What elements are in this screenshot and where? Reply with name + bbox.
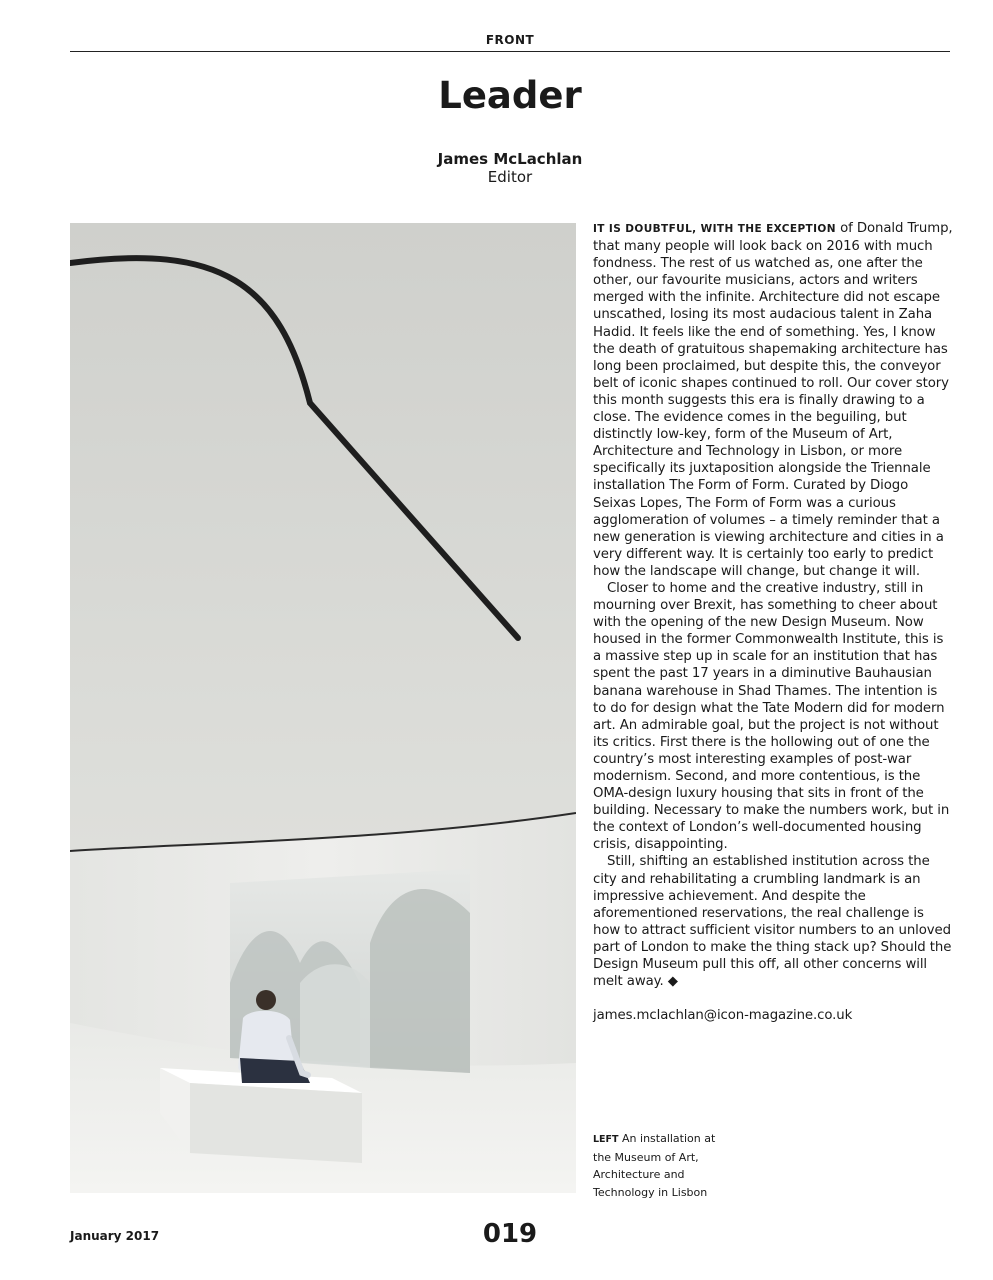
- installation-photo: [70, 223, 576, 1193]
- page-title: Leader: [438, 74, 582, 117]
- caption-key: LEFT: [593, 1134, 619, 1145]
- author-email: james.mclachlan@icon-magazine.co.uk: [593, 1008, 853, 1024]
- page-number: 019: [482, 1219, 538, 1249]
- header-rule: [70, 51, 950, 52]
- paragraph-1-text: of Donald Trump, that many people will look back on 2016 with much fondness. The rest of us watched as, one after the other, our favourite musicians, actors and writers merged with the infinite. Architecture did not escape unscathed, losing its most audacious talent in Zaha Hadid. It feels like the end of something. Yes, I know the death of gratuitous shapemaking architecture has long been proclaimed, but despite this, the conveyor belt of iconic shapes continued to roll. Our cover story this month suggests this era is finally drawing to a close. The evidence comes in the beguiling, but distinctly low-key, form of the Museum of Art, Architecture and Technology in Lisbon, or more specifically its juxtaposition alongside the Triennale installation The Form of Form. Curated by Diogo Seixas Lopes, The Form of Form was a curious agglomeration of volumes – a timely reminder that a new generation is viewing architecture and cities in a very different way. It is certainly too early to predict how the landscape will change, but change it will.: [593, 221, 953, 579]
- article-paragraph-1: [593, 220, 953, 580]
- author-name: James McLachlan: [437, 150, 583, 168]
- lead-in: IT IS DOUBTFUL, WITH THE EXCEPTION: [593, 223, 836, 235]
- article-body: [593, 220, 953, 1024]
- article-paragraph-2: Closer to home and the creative industry, still in mourning over Brexit, has something to cheer about with the opening of the new Design Museum. Now housed in the former Commonwealth Institute, this is a massive step up in scale for an institution that has spent the past 17 years in a diminutive Bauhausian banana warehouse in Shad Thames. The intention is to do for design what the Tate Modern did for modern art. An admirable goal, but the project is not without its critics. First there is the hollowing out of one the country’s most interesting examples of post-war modernism. Second, and more contentious, is the OMA-design luxury housing that sits in front of the building. Necessary to make the numbers work, but in the context of London’s well-documented housing crisis, disappointing.: [593, 580, 950, 853]
- caption-text: An installation at the Museum of Art, Architecture and Technology in Lisbon: [593, 1132, 716, 1199]
- issue-date: January 2017: [70, 1229, 160, 1243]
- author-role: Editor: [487, 168, 533, 186]
- photo-caption: [593, 1130, 723, 1201]
- article-paragraph-3: Still, shifting an established institution across the city and rehabilitating a crumbling landmark is an impressive achievement. And despite the aforementioned reservations, the real challenge is how to attract sufficient visitor numbers to an unloved part of London to make the thing stack up? Should the Design Museum pull this off, all other concerns will melt away. ◆: [593, 854, 952, 990]
- byline: [0, 150, 993, 186]
- section-label: FRONT: [485, 33, 535, 47]
